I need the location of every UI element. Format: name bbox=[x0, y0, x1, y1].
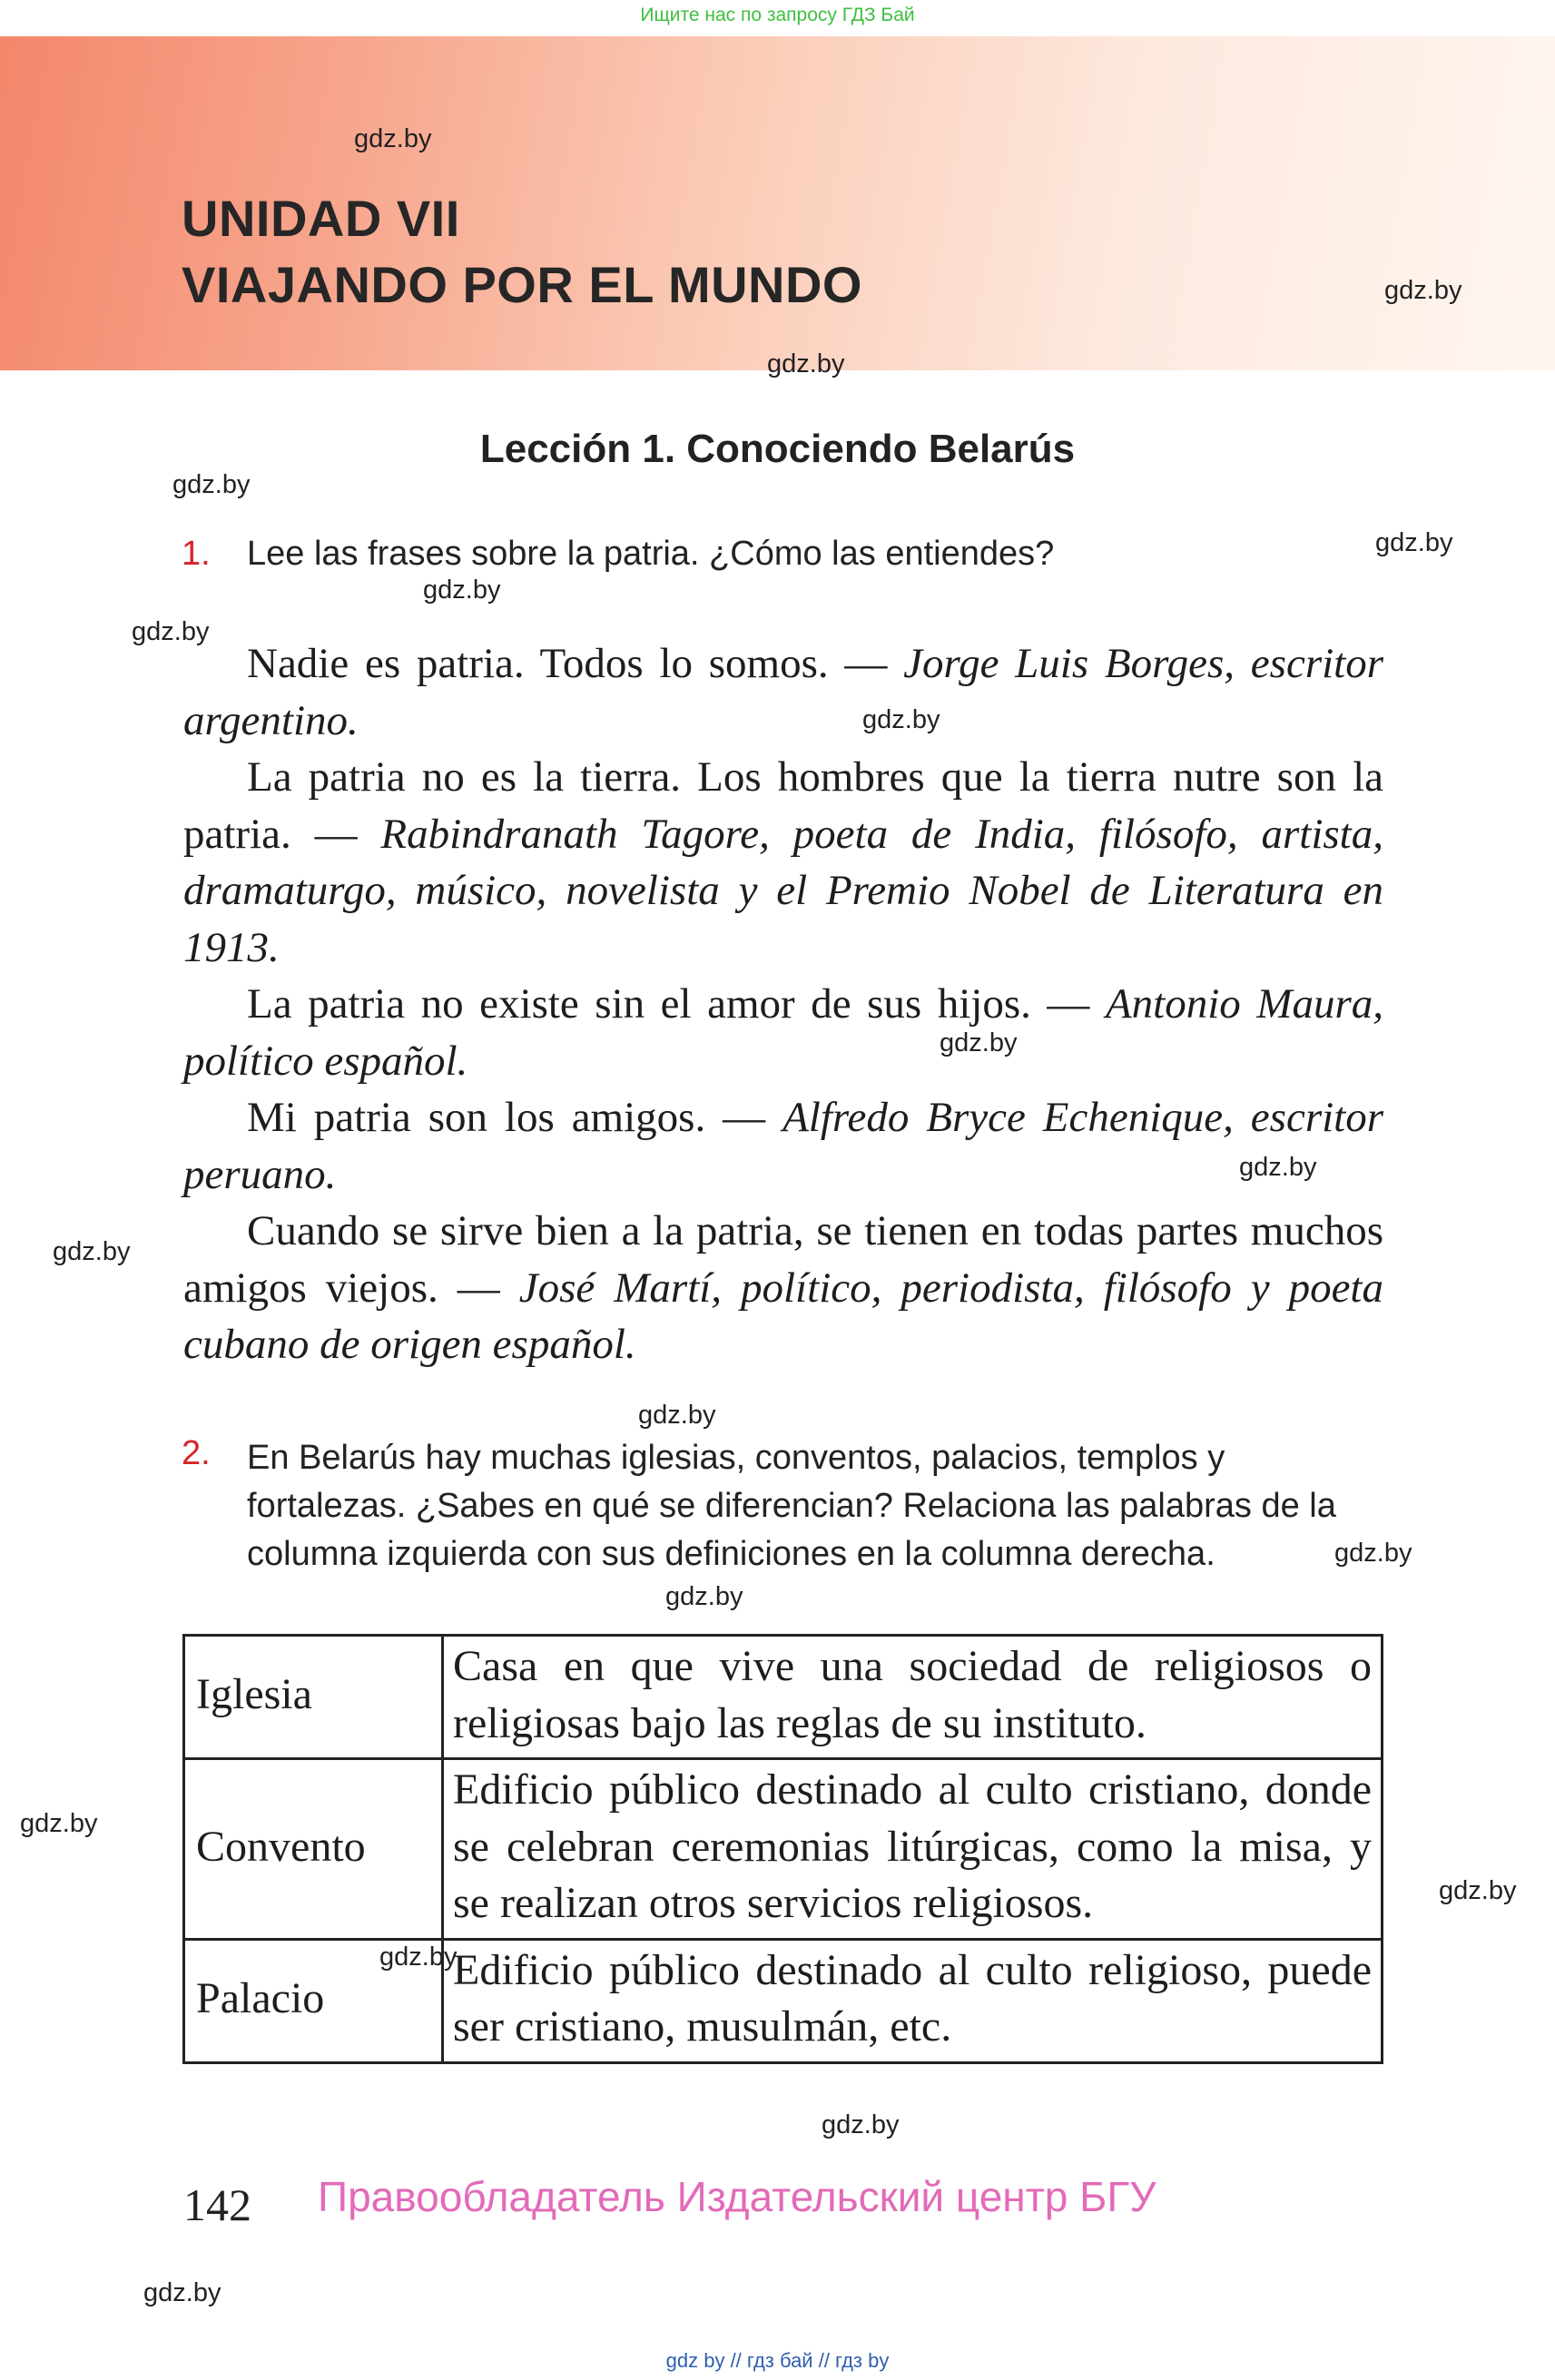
watermark: gdz.by bbox=[1334, 1539, 1412, 1568]
watermark: gdz.by bbox=[767, 349, 845, 379]
watermark: gdz.by bbox=[638, 1401, 716, 1430]
quotes-block bbox=[183, 635, 1383, 1373]
watermark: gdz.by bbox=[1384, 276, 1462, 305]
table-term: Convento bbox=[184, 1759, 443, 1940]
bottom-site-links: gdz by // гдз бай // гдз by bbox=[665, 2349, 890, 2372]
table-term: Palacio bbox=[184, 1939, 443, 2062]
lesson-title: Lección 1. Conociendo Belarús bbox=[479, 427, 1076, 471]
quote-author: Jorge Luis Borges, escritor argentino. bbox=[183, 640, 1384, 744]
quote: La patria no es la tierra. Los hombres que la tierra nutre son la patria. — Rabindranath Tagore, poeta de India, filósofo, artista, dramaturgo, músico, novelista y el Premio Nobel de Literatura en 1913. bbox=[183, 753, 1383, 971]
watermark: gdz.by bbox=[1375, 528, 1453, 557]
unit-title: VIAJANDO POR EL MUNDO bbox=[182, 256, 862, 313]
watermark: gdz.by bbox=[354, 124, 432, 153]
watermark: gdz.by bbox=[172, 470, 251, 499]
quote-author: Alfredo Bryce Echenique, escritor peruano. bbox=[183, 1094, 1384, 1198]
quote-author: Rabindranath Tagore, poeta de India, filósofo, artista, dramaturgo, músico, novelista y el Premio Nobel de Literatura en 1913. bbox=[183, 810, 1383, 971]
exercise-1-number: 1. bbox=[182, 535, 211, 573]
table-definition: Edificio público destinado al culto cristiano, donde se celebran ceremonias litúrgicas, como la misa, y se realizan otros servicios religiosos. bbox=[443, 1759, 1383, 1940]
table-row bbox=[184, 1636, 1383, 1759]
quote: Cuando se sirve bien a la patria, se tienen en todas partes muchos amigos viejos. — José Martí, político, periodista, filósofo y poeta cubano de origen español. bbox=[183, 1207, 1383, 1368]
watermark: gdz.by bbox=[822, 2110, 900, 2139]
watermark: gdz.by bbox=[20, 1809, 98, 1838]
quote: Mi patria son los amigos. — Alfredo Bryce Echenique, escritor peruano. bbox=[183, 1094, 1384, 1198]
watermark: gdz.by bbox=[423, 575, 501, 605]
exercise-2-instruction: En Belarús hay muchas iglesias, conventos, palacios, templos y fortalezas. ¿Sabes en qué se diferencian? Relaciona las palabras de la columna izquierda con sus definiciones en la columna derecha. bbox=[247, 1439, 1336, 1573]
quote: Nadie es patria. Todos lo somos. — Jorge Luis Borges, escritor argentino. bbox=[183, 640, 1384, 744]
watermark: gdz.by bbox=[1239, 1153, 1317, 1182]
table-row bbox=[184, 1939, 1383, 2062]
quote-author: Antonio Maura, político español. bbox=[183, 980, 1383, 1085]
table-definition: Edificio público destinado al culto religioso, puede ser cristiano, musulmán, etc. bbox=[443, 1939, 1383, 2062]
watermark: gdz.by bbox=[379, 1942, 458, 1972]
table-definition: Casa en que vive una sociedad de religiosos o religiosas bajo las reglas de su instituto. bbox=[443, 1636, 1383, 1759]
page-number: 142 bbox=[183, 2179, 251, 2230]
unit-number: UNIDAD VII bbox=[182, 190, 460, 247]
table-term: Iglesia bbox=[184, 1636, 443, 1759]
watermark: gdz.by bbox=[665, 1582, 743, 1611]
watermark: gdz.by bbox=[1439, 1876, 1517, 1905]
top-search-note: Ищите нас по запросу ГДЗ Бай bbox=[640, 5, 915, 25]
watermark: gdz.by bbox=[132, 617, 210, 646]
watermark: gdz.by bbox=[143, 2278, 221, 2307]
table-row bbox=[184, 1759, 1383, 1940]
quote-author: José Martí, político, periodista, filósofo y poeta cubano de origen español. bbox=[183, 1264, 1383, 1368]
definitions-table bbox=[182, 1634, 1383, 2064]
exercise-2-number: 2. bbox=[182, 1434, 211, 1472]
quote: La patria no existe sin el amor de sus hijos. — Antonio Maura, político español. bbox=[183, 980, 1383, 1085]
rights-holder: Правообладатель Издательский центр БГУ bbox=[318, 2173, 1156, 2220]
watermark: gdz.by bbox=[862, 705, 940, 734]
exercise-1-instruction: Lee las frases sobre la patria. ¿Cómo las entiendes? bbox=[247, 535, 1055, 573]
watermark: gdz.by bbox=[940, 1028, 1018, 1057]
watermark: gdz.by bbox=[53, 1237, 131, 1266]
